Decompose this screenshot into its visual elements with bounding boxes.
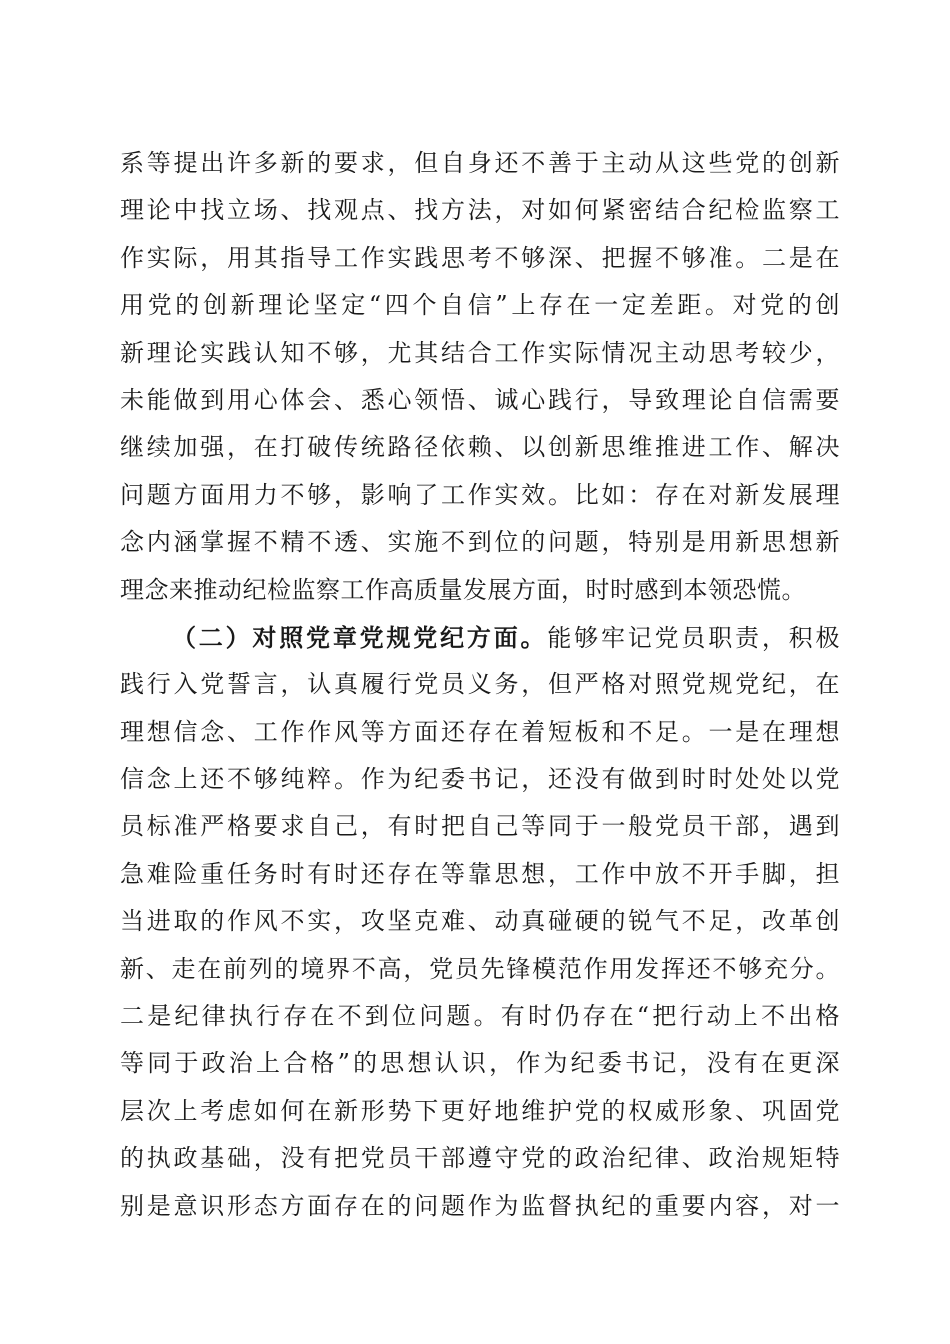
text-line: 理念来推动纪检监察工作高质量发展方面，时时感到本领恐慌。 bbox=[120, 575, 806, 604]
text-line: 用党的创新理论坚定“四个自信”上存在一定差距。对党的创 bbox=[120, 291, 840, 320]
text-line: 别是意识形态方面存在的问题作为监督执纪的重要内容，对一 bbox=[120, 1191, 840, 1220]
text-line: 当进取的作风不实，攻坚克难、动真碰硬的锐气不足，改革创 bbox=[120, 907, 840, 936]
text-line: 作实际，用其指导工作实践思考不够深、把握不够准。二是在 bbox=[120, 243, 840, 272]
text-line: 信念上还不够纯粹。作为纪委书记，还没有做到时时处处以党 bbox=[120, 765, 840, 794]
body-text bbox=[120, 140, 840, 1230]
text-line: 践行入党誓言，认真履行党员义务，但严格对照党规党纪，在 bbox=[120, 670, 840, 699]
text-line: 二是纪律执行存在不到位问题。有时仍存在“把行动上不出格 bbox=[120, 1002, 840, 1031]
text-line: 理想信念、工作作风等方面还存在着短板和不足。一是在理想 bbox=[120, 717, 840, 746]
text-line: 的执政基础，没有把党员干部遵守党的政治纪律、政治规矩特 bbox=[120, 1144, 840, 1173]
text-line: 层次上考虑如何在新形势下更好地维护党的权威形象、巩固党 bbox=[120, 1096, 840, 1125]
text-line: 未能做到用心体会、悉心领悟、诚心践行，导致理论自信需要 bbox=[120, 385, 840, 414]
section-heading: （二）对照党章党规党纪方面。 bbox=[172, 622, 548, 652]
section-first-line-text: 能够牢记党员职责，积极 bbox=[547, 623, 840, 652]
text-line: 理论中找立场、找观点、找方法，对如何紧密结合纪检监察工 bbox=[120, 196, 840, 225]
text-line: 系等提出许多新的要求，但自身还不善于主动从这些党的创新 bbox=[120, 149, 840, 177]
text-line: 急难险重任务时有时还存在等靠思想，工作中放不开手脚，担 bbox=[120, 859, 840, 888]
section-first-line bbox=[120, 614, 840, 661]
text-line: 新、走在前列的境界不高，党员先锋模范作用发挥还不够充分。 bbox=[120, 954, 840, 983]
text-line: 问题方面用力不够，影响了工作实效。比如：存在对新发展理 bbox=[120, 480, 840, 509]
text-line: 新理论实践认知不够，尤其结合工作实际情况主动思考较少， bbox=[120, 338, 840, 367]
text-line: 念内涵掌握不精不透、实施不到位的问题，特别是用新思想新 bbox=[120, 528, 840, 557]
text-line: 员标准严格要求自己，有时把自己等同于一般党员干部，遇到 bbox=[120, 812, 840, 841]
text-line: 等同于政治上合格”的思想认识，作为纪委书记，没有在更深 bbox=[120, 1049, 840, 1078]
text-line: 继续加强，在打破传统路径依赖、以创新思维推进工作、解决 bbox=[120, 433, 840, 462]
